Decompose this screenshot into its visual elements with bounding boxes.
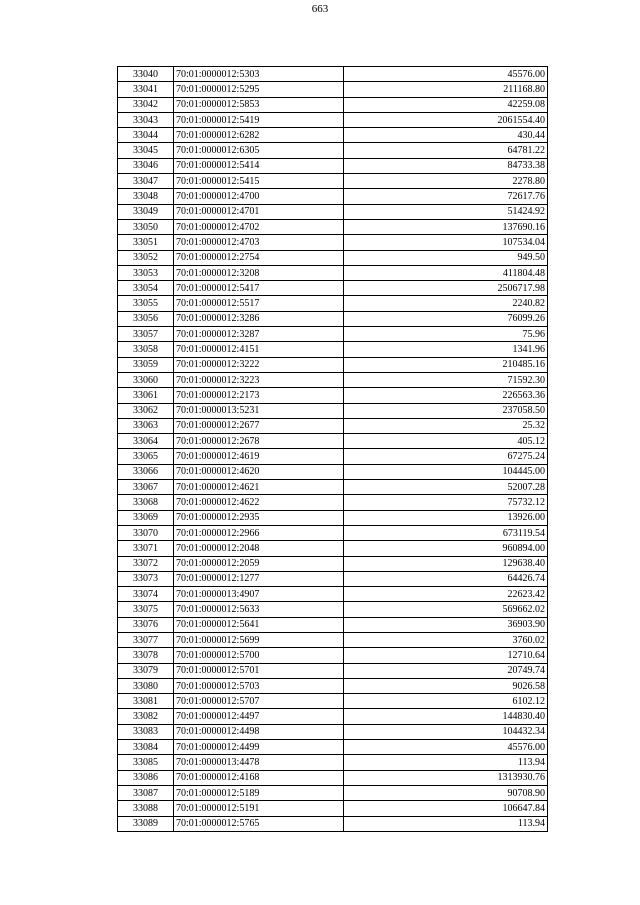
row-number-cell: 33057	[118, 327, 174, 342]
cadastral-number-cell: 70:01:0000012:4499	[174, 740, 344, 755]
row-number-cell: 33047	[118, 174, 174, 189]
cadastral-value-cell: 113.94	[344, 816, 548, 831]
cadastral-number-cell: 70:01:0000012:2966	[174, 525, 344, 540]
table-row	[118, 816, 548, 831]
table-row	[118, 755, 548, 770]
table-row	[118, 556, 548, 571]
row-number-cell: 33052	[118, 250, 174, 265]
cadastral-number-cell: 70:01:0000013:5231	[174, 403, 344, 418]
cadastral-number-cell: 70:01:0000012:5517	[174, 296, 344, 311]
cadastral-number-cell: 70:01:0000012:5703	[174, 678, 344, 693]
cadastral-value-cell: 45576.00	[344, 740, 548, 755]
cadastral-value-cell: 84733.38	[344, 158, 548, 173]
row-number-cell: 33041	[118, 82, 174, 97]
row-number-cell: 33079	[118, 663, 174, 678]
table-row	[118, 112, 548, 127]
table-row	[118, 265, 548, 280]
table-row	[118, 617, 548, 632]
cadastral-number-cell: 70:01:0000012:4168	[174, 770, 344, 785]
row-number-cell: 33084	[118, 740, 174, 755]
row-number-cell: 33076	[118, 617, 174, 632]
table-row	[118, 235, 548, 250]
cadastral-value-cell: 36903.90	[344, 617, 548, 632]
row-number-cell: 33072	[118, 556, 174, 571]
table-row	[118, 82, 548, 97]
row-number-cell: 33040	[118, 67, 174, 82]
table-row	[118, 128, 548, 143]
cadastral-value-cell: 64426.74	[344, 571, 548, 586]
cadastral-number-cell: 70:01:0000012:3287	[174, 327, 344, 342]
row-number-cell: 33070	[118, 525, 174, 540]
cadastral-value-cell: 949.50	[344, 250, 548, 265]
cadastral-number-cell: 70:01:0000012:1277	[174, 571, 344, 586]
row-number-cell: 33083	[118, 724, 174, 739]
page-number: 663	[311, 3, 329, 15]
cadastral-number-cell: 70:01:0000012:4620	[174, 464, 344, 479]
cadastral-value-cell: 9026.58	[344, 678, 548, 693]
table-row	[118, 158, 548, 173]
cadastral-number-cell: 70:01:0000012:4703	[174, 235, 344, 250]
row-number-cell: 33061	[118, 388, 174, 403]
cadastral-number-cell: 70:01:0000012:5701	[174, 663, 344, 678]
row-number-cell: 33078	[118, 648, 174, 663]
table-row	[118, 143, 548, 158]
row-number-cell: 33088	[118, 801, 174, 816]
cadastral-number-cell: 70:01:0000012:2677	[174, 418, 344, 433]
row-number-cell: 33080	[118, 678, 174, 693]
cadastral-value-cell: 430.44	[344, 128, 548, 143]
table-row	[118, 204, 548, 219]
table-row	[118, 418, 548, 433]
row-number-cell: 33064	[118, 434, 174, 449]
cadastral-number-cell: 70:01:0000012:3208	[174, 265, 344, 280]
cadastral-number-cell: 70:01:0000012:4622	[174, 495, 344, 510]
cadastral-number-cell: 70:01:0000012:4701	[174, 204, 344, 219]
cadastral-number-cell: 70:01:0000012:6305	[174, 143, 344, 158]
row-number-cell: 33071	[118, 541, 174, 556]
cadastral-value-cell: 22623.42	[344, 587, 548, 602]
table-row	[118, 464, 548, 479]
table-row	[118, 541, 548, 556]
cadastral-number-cell: 70:01:0000012:5765	[174, 816, 344, 831]
cadastral-value-cell: 113.94	[344, 755, 548, 770]
row-number-cell: 33068	[118, 495, 174, 510]
row-number-cell: 33058	[118, 342, 174, 357]
cadastral-number-cell: 70:01:0000012:2754	[174, 250, 344, 265]
cadastral-value-cell: 104432.34	[344, 724, 548, 739]
cadastral-value-cell: 211168.80	[344, 82, 548, 97]
cadastral-number-cell: 70:01:0000012:3223	[174, 372, 344, 387]
row-number-cell: 33056	[118, 311, 174, 326]
cadastral-number-cell: 70:01:0000012:5295	[174, 82, 344, 97]
table-row	[118, 342, 548, 357]
cadastral-value-cell: 673119.54	[344, 525, 548, 540]
cadastral-number-cell: 70:01:0000012:5415	[174, 174, 344, 189]
cadastral-number-cell: 70:01:0000012:4621	[174, 480, 344, 495]
row-number-cell: 33049	[118, 204, 174, 219]
row-number-cell: 33066	[118, 464, 174, 479]
row-number-cell: 33074	[118, 587, 174, 602]
cadastral-value-cell: 104445.00	[344, 464, 548, 479]
row-number-cell: 33075	[118, 602, 174, 617]
table-row	[118, 632, 548, 647]
table-row	[118, 189, 548, 204]
row-number-cell: 33082	[118, 709, 174, 724]
cadastral-value-cell: 3760.02	[344, 632, 548, 647]
cadastral-number-cell: 70:01:0000012:2935	[174, 510, 344, 525]
row-number-cell: 33085	[118, 755, 174, 770]
table-row	[118, 311, 548, 326]
table-row	[118, 250, 548, 265]
row-number-cell: 33053	[118, 265, 174, 280]
row-number-cell: 33048	[118, 189, 174, 204]
cadastral-value-cell: 75.96	[344, 327, 548, 342]
cadastral-value-cell: 2278.80	[344, 174, 548, 189]
cadastral-number-cell: 70:01:0000012:6282	[174, 128, 344, 143]
row-number-cell: 33060	[118, 372, 174, 387]
table-row	[118, 740, 548, 755]
cadastral-number-cell: 70:01:0000012:4151	[174, 342, 344, 357]
table-row	[118, 770, 548, 785]
cadastral-value-cell: 2506717.98	[344, 281, 548, 296]
cadastral-value-cell: 405.12	[344, 434, 548, 449]
cadastral-number-cell: 70:01:0000012:5700	[174, 648, 344, 663]
cadastral-value-cell: 67275.24	[344, 449, 548, 464]
table-row	[118, 602, 548, 617]
cadastral-value-cell: 76099.26	[344, 311, 548, 326]
cadastral-value-cell: 137690.16	[344, 219, 548, 234]
cadastral-number-cell: 70:01:0000013:4907	[174, 587, 344, 602]
row-number-cell: 33081	[118, 694, 174, 709]
cadastral-number-cell: 70:01:0000012:5853	[174, 97, 344, 112]
row-number-cell: 33062	[118, 403, 174, 418]
row-number-cell: 33065	[118, 449, 174, 464]
cadastral-number-cell: 70:01:0000012:4497	[174, 709, 344, 724]
table-row	[118, 510, 548, 525]
row-number-cell: 33077	[118, 632, 174, 647]
cadastral-number-cell: 70:01:0000012:5417	[174, 281, 344, 296]
cadastral-value-cell: 1313930.76	[344, 770, 548, 785]
cadastral-value-cell: 13926.00	[344, 510, 548, 525]
cadastral-number-cell: 70:01:0000012:5303	[174, 67, 344, 82]
cadastral-number-cell: 70:01:0000012:4619	[174, 449, 344, 464]
table-row	[118, 174, 548, 189]
table-row	[118, 648, 548, 663]
cadastral-value-cell: 129638.40	[344, 556, 548, 571]
table-row	[118, 709, 548, 724]
cadastral-value-cell: 25.32	[344, 418, 548, 433]
cadastral-value-cell: 2240.82	[344, 296, 548, 311]
row-number-cell: 33089	[118, 816, 174, 831]
table-row	[118, 357, 548, 372]
table-row	[118, 587, 548, 602]
row-number-cell: 33067	[118, 480, 174, 495]
table-row	[118, 663, 548, 678]
cadastral-value-cell: 20749.74	[344, 663, 548, 678]
table-row	[118, 785, 548, 800]
cadastral-value-cell: 75732.12	[344, 495, 548, 510]
cadastral-number-cell: 70:01:0000012:2678	[174, 434, 344, 449]
cadastral-number-cell: 70:01:0000012:4498	[174, 724, 344, 739]
table-row	[118, 678, 548, 693]
row-number-cell: 33046	[118, 158, 174, 173]
row-number-cell: 33087	[118, 785, 174, 800]
table-row	[118, 434, 548, 449]
row-number-cell: 33045	[118, 143, 174, 158]
row-number-cell: 33054	[118, 281, 174, 296]
cadastral-value-cell: 64781.22	[344, 143, 548, 158]
cadastral-number-cell: 70:01:0000012:5633	[174, 602, 344, 617]
cadastral-value-cell: 6102.12	[344, 694, 548, 709]
table-row	[118, 495, 548, 510]
cadastral-number-cell: 70:01:0000012:3286	[174, 311, 344, 326]
cadastral-value-cell: 1341.96	[344, 342, 548, 357]
cadastral-number-cell: 70:01:0000012:2048	[174, 541, 344, 556]
cadastral-value-cell: 90708.90	[344, 785, 548, 800]
cadastral-value-cell: 51424.92	[344, 204, 548, 219]
cadastral-value-cell: 52007.28	[344, 480, 548, 495]
table-row	[118, 67, 548, 82]
cadastral-value-cell: 12710.64	[344, 648, 548, 663]
table-row	[118, 525, 548, 540]
row-number-cell: 33086	[118, 770, 174, 785]
cadastral-number-cell: 70:01:0000012:5699	[174, 632, 344, 647]
row-number-cell: 33055	[118, 296, 174, 311]
cadastral-value-cell: 107534.04	[344, 235, 548, 250]
row-number-cell: 33044	[118, 128, 174, 143]
table-row	[118, 97, 548, 112]
cadastral-value-cell: 237058.50	[344, 403, 548, 418]
table-row	[118, 571, 548, 586]
cadastral-value-cell: 71592.30	[344, 372, 548, 387]
cadastral-value-cell: 144830.40	[344, 709, 548, 724]
cadastral-value-cell: 210485.16	[344, 357, 548, 372]
table-row	[118, 388, 548, 403]
table-row	[118, 219, 548, 234]
cadastral-number-cell: 70:01:0000012:5191	[174, 801, 344, 816]
table-row	[118, 724, 548, 739]
row-number-cell: 33043	[118, 112, 174, 127]
cadastral-value-table	[117, 66, 548, 832]
cadastral-number-cell: 70:01:0000012:2059	[174, 556, 344, 571]
cadastral-number-cell: 70:01:0000012:3222	[174, 357, 344, 372]
cadastral-value-cell: 411804.48	[344, 265, 548, 280]
cadastral-number-cell: 70:01:0000013:4478	[174, 755, 344, 770]
row-number-cell: 33042	[118, 97, 174, 112]
cadastral-number-cell: 70:01:0000012:2173	[174, 388, 344, 403]
row-number-cell: 33069	[118, 510, 174, 525]
table-row	[118, 449, 548, 464]
table-row	[118, 296, 548, 311]
cadastral-number-cell: 70:01:0000012:5641	[174, 617, 344, 632]
cadastral-value-cell: 569662.02	[344, 602, 548, 617]
cadastral-number-cell: 70:01:0000012:4700	[174, 189, 344, 204]
table-row	[118, 801, 548, 816]
row-number-cell: 33059	[118, 357, 174, 372]
cadastral-number-cell: 70:01:0000012:5414	[174, 158, 344, 173]
cadastral-value-cell: 42259.08	[344, 97, 548, 112]
table-row	[118, 403, 548, 418]
cadastral-value-cell: 106647.84	[344, 801, 548, 816]
row-number-cell: 33073	[118, 571, 174, 586]
cadastral-value-cell: 960894.00	[344, 541, 548, 556]
row-number-cell: 33051	[118, 235, 174, 250]
cadastral-number-cell: 70:01:0000012:4702	[174, 219, 344, 234]
row-number-cell: 33063	[118, 418, 174, 433]
cadastral-number-cell: 70:01:0000012:5419	[174, 112, 344, 127]
row-number-cell: 33050	[118, 219, 174, 234]
cadastral-number-cell: 70:01:0000012:5189	[174, 785, 344, 800]
cadastral-value-cell: 226563.36	[344, 388, 548, 403]
cadastral-value-cell: 2061554.40	[344, 112, 548, 127]
cadastral-value-cell: 72617.76	[344, 189, 548, 204]
table-row	[118, 281, 548, 296]
table-body	[118, 67, 548, 832]
table-row	[118, 694, 548, 709]
table-row	[118, 480, 548, 495]
cadastral-value-cell: 45576.00	[344, 67, 548, 82]
cadastral-number-cell: 70:01:0000012:5707	[174, 694, 344, 709]
table-row	[118, 372, 548, 387]
table-row	[118, 327, 548, 342]
